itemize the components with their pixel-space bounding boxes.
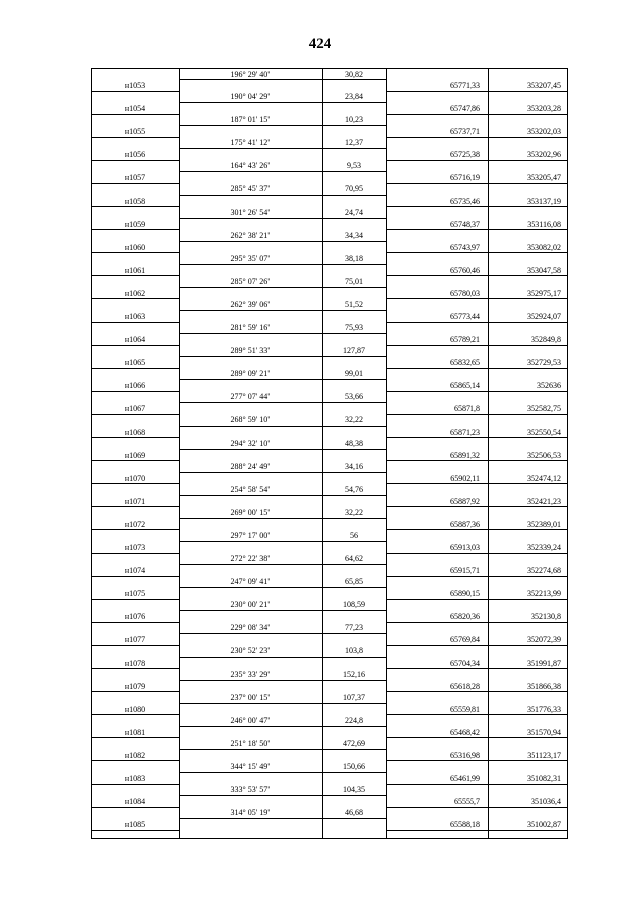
- table-horizontal-line: [179, 402, 387, 403]
- point-y-coordinate: 352274,68: [527, 566, 561, 576]
- segment-distance: 48,38: [345, 438, 363, 448]
- segment-angle: 294° 32' 10": [230, 438, 271, 448]
- table-horizontal-line: [179, 264, 387, 265]
- point-name: н1061: [124, 265, 146, 275]
- point-name: н1072: [124, 519, 146, 529]
- point-name: н1084: [124, 797, 146, 807]
- point-y-coordinate: 352975,17: [527, 288, 561, 298]
- segment-angle: 262° 39' 06": [230, 299, 271, 309]
- point-x-coordinate: 65820,36: [450, 612, 480, 622]
- segment-distance: 9,53: [347, 161, 361, 171]
- segment-angle: 187° 01' 15": [230, 115, 271, 125]
- point-y-coordinate: 353207,45: [527, 81, 561, 90]
- table-horizontal-line: [179, 495, 387, 496]
- segment-distance: 77,23: [345, 623, 363, 633]
- point-x-coordinate: 65769,84: [450, 635, 480, 645]
- point-x-coordinate: 65704,34: [450, 658, 480, 668]
- point-x-coordinate: 65316,98: [450, 750, 480, 760]
- table-horizontal-line: [179, 541, 387, 542]
- segment-angle: 289° 51' 33": [230, 346, 271, 356]
- point-name: н1066: [124, 381, 146, 391]
- point-x-coordinate: 65871,23: [450, 427, 480, 437]
- segment-distance: 38,18: [345, 253, 363, 263]
- segment-angle: 285° 07' 26": [230, 276, 271, 286]
- point-y-coordinate: 351002,87: [527, 820, 561, 830]
- segment-distance: 64,62: [345, 554, 363, 564]
- segment-distance: 103,8: [345, 646, 363, 656]
- point-name: н1063: [124, 312, 146, 321]
- point-name: н1081: [124, 727, 146, 737]
- segment-angle: 301° 26' 54": [230, 207, 271, 217]
- point-x-coordinate: 65789,21: [450, 335, 480, 345]
- segment-distance: 53,66: [345, 392, 363, 402]
- table-horizontal-line: [179, 195, 387, 196]
- segment-distance: 32,22: [345, 507, 363, 517]
- segment-angle: 230° 52' 23": [230, 646, 271, 656]
- point-x-coordinate: 65588,18: [450, 820, 480, 830]
- point-y-coordinate: 353082,02: [527, 242, 561, 252]
- table-horizontal-line: [179, 426, 387, 427]
- point-y-coordinate: 352506,53: [527, 450, 561, 460]
- point-name: н1073: [124, 543, 146, 552]
- table-horizontal-line: [179, 287, 387, 288]
- segment-distance: 99,01: [345, 369, 363, 379]
- segment-distance: 108,59: [343, 600, 365, 610]
- segment-distance: 46,68: [345, 808, 363, 818]
- point-y-coordinate: 353047,58: [527, 265, 561, 275]
- table-horizontal-line: [179, 241, 387, 242]
- segment-angle: 164° 43' 26": [230, 161, 271, 171]
- segment-distance: 472,69: [343, 738, 365, 748]
- point-y-coordinate: 351866,38: [527, 681, 561, 691]
- table-horizontal-line: [179, 518, 387, 519]
- segment-distance: 32,22: [345, 415, 363, 425]
- segment-distance: 127,87: [343, 346, 365, 356]
- segment-distance: 51,52: [345, 299, 363, 309]
- point-name: н1057: [124, 173, 146, 183]
- segment-angle: 344° 15' 49": [230, 761, 271, 771]
- point-y-coordinate: 353116,08: [527, 219, 561, 229]
- table-horizontal-line: [179, 472, 387, 473]
- segment-angle: 229° 08' 34": [230, 623, 271, 633]
- point-name: н1079: [124, 681, 146, 691]
- point-x-coordinate: 65773,44: [450, 312, 480, 321]
- segment-angle: 235° 33' 29": [230, 669, 271, 679]
- point-x-coordinate: 65747,86: [450, 104, 480, 114]
- segment-angle: 247° 09' 41": [230, 577, 271, 587]
- point-y-coordinate: 352729,53: [527, 358, 561, 368]
- segment-distance: 224,8: [345, 715, 363, 725]
- table-horizontal-line: [179, 680, 387, 681]
- point-y-coordinate: 352924,07: [527, 312, 561, 321]
- segment-angle: 289° 09' 21": [230, 369, 271, 379]
- segment-angle: 295° 35' 07": [230, 253, 271, 263]
- table-horizontal-line: [179, 333, 387, 334]
- table-horizontal-line: [179, 795, 387, 796]
- segment-angle: 175° 41' 12": [230, 138, 271, 148]
- point-x-coordinate: 65780,03: [450, 288, 480, 298]
- segment-angle: 281° 59' 16": [230, 323, 271, 333]
- point-y-coordinate: 352582,75: [527, 404, 561, 414]
- table-horizontal-line: [179, 564, 387, 565]
- point-x-coordinate: 65902,11: [450, 473, 480, 483]
- point-name: н1085: [124, 820, 146, 830]
- point-name: н1077: [124, 635, 146, 645]
- segment-distance: 10,23: [345, 115, 363, 125]
- point-y-coordinate: 351036,4: [531, 797, 561, 807]
- point-y-coordinate: 352339,24: [527, 543, 561, 552]
- segment-angle: 196° 29' 40": [230, 70, 271, 79]
- point-y-coordinate: 352421,23: [527, 496, 561, 506]
- segment-angle: 262° 38' 21": [230, 230, 271, 240]
- segment-distance: 75,93: [345, 323, 363, 333]
- point-x-coordinate: 65735,46: [450, 196, 480, 206]
- table-horizontal-line: [179, 102, 387, 103]
- point-y-coordinate: 352550,54: [527, 427, 561, 437]
- segment-distance: 30,82: [345, 70, 363, 79]
- point-x-coordinate: 65891,32: [450, 450, 480, 460]
- segment-distance: 56: [350, 530, 358, 540]
- point-y-coordinate: 351570,94: [527, 727, 561, 737]
- segment-angle: 237° 00' 15": [230, 692, 271, 702]
- point-name: н1058: [124, 196, 146, 206]
- point-x-coordinate: 65890,15: [450, 589, 480, 599]
- segment-distance: 70,95: [345, 184, 363, 194]
- point-x-coordinate: 65461,99: [450, 774, 480, 783]
- point-name: н1075: [124, 589, 146, 599]
- point-y-coordinate: 353205,47: [527, 173, 561, 183]
- segment-angle: 269° 00' 15": [230, 507, 271, 517]
- segment-distance: 24,74: [345, 207, 363, 217]
- point-x-coordinate: 65887,36: [450, 519, 480, 529]
- point-x-coordinate: 65618,28: [450, 681, 480, 691]
- table-horizontal-line: [179, 171, 387, 172]
- point-name: н1060: [124, 242, 146, 252]
- point-name: н1074: [124, 566, 146, 576]
- page-number: 424: [308, 36, 332, 52]
- point-x-coordinate: 65832,65: [450, 358, 480, 368]
- table-horizontal-line: [179, 148, 387, 149]
- point-x-coordinate: 65468,42: [450, 727, 480, 737]
- point-y-coordinate: 352474,12: [527, 473, 561, 483]
- table-horizontal-line: [179, 356, 387, 357]
- point-y-coordinate: 353202,96: [527, 150, 561, 160]
- table-horizontal-line: [179, 449, 387, 450]
- point-name: н1055: [124, 127, 146, 137]
- point-x-coordinate: 65716,19: [450, 173, 480, 183]
- point-x-coordinate: 65871,8: [454, 404, 480, 414]
- point-x-coordinate: 65915,71: [450, 566, 480, 576]
- segment-distance: 107,37: [343, 692, 365, 702]
- point-name: н1059: [124, 219, 146, 229]
- point-y-coordinate: 353137,19: [527, 196, 561, 206]
- segment-distance: 12,37: [345, 138, 363, 148]
- point-name: н1064: [124, 335, 146, 345]
- segment-distance: 34,34: [345, 230, 363, 240]
- point-x-coordinate: 65771,33: [450, 81, 480, 90]
- point-x-coordinate: 65725,38: [450, 150, 480, 160]
- point-name: н1078: [124, 658, 146, 668]
- point-y-coordinate: 352130,8: [531, 612, 561, 622]
- segment-angle: 288° 24' 49": [230, 461, 271, 471]
- table-horizontal-line: [179, 703, 387, 704]
- segment-distance: 104,35: [343, 785, 365, 795]
- point-name: н1080: [124, 704, 146, 714]
- point-y-coordinate: 353203,28: [527, 104, 561, 114]
- segment-angle: 230° 00' 21": [230, 600, 271, 610]
- point-name: н1067: [124, 404, 146, 414]
- point-name: н1054: [124, 104, 146, 114]
- segment-angle: 246° 00' 47": [230, 715, 271, 725]
- segment-distance: 34,16: [345, 461, 363, 471]
- table-horizontal-line: [179, 726, 387, 727]
- segment-angle: 251° 18' 50": [230, 738, 271, 748]
- table-horizontal-line: [179, 657, 387, 658]
- segment-distance: 23,84: [345, 92, 363, 102]
- point-x-coordinate: 65760,46: [450, 265, 480, 275]
- segment-distance: 65,85: [345, 577, 363, 587]
- segment-distance: 152,16: [343, 669, 365, 679]
- table-horizontal-line: [179, 818, 387, 819]
- point-x-coordinate: 65913,03: [450, 543, 480, 552]
- point-y-coordinate: 352636: [537, 381, 561, 391]
- point-name: н1056: [124, 150, 146, 160]
- segment-angle: 268° 59' 10": [230, 415, 271, 425]
- point-y-coordinate: 351991,87: [527, 658, 561, 668]
- point-x-coordinate: 65887,92: [450, 496, 480, 506]
- table-horizontal-line: [179, 310, 387, 311]
- point-name: н1065: [124, 358, 146, 368]
- point-y-coordinate: 352849,8: [531, 335, 561, 345]
- point-y-coordinate: 351082,31: [527, 774, 561, 783]
- point-name: н1082: [124, 750, 146, 760]
- segment-angle: 285° 45' 37": [230, 184, 271, 194]
- point-y-coordinate: 352213,99: [527, 589, 561, 599]
- point-y-coordinate: 351123,17: [527, 750, 561, 760]
- segment-angle: 333° 53' 57": [230, 785, 271, 795]
- table-horizontal-line: [179, 379, 387, 380]
- segment-angle: 297° 17' 00": [230, 530, 271, 540]
- point-name: н1053: [124, 81, 146, 90]
- point-name: н1076: [124, 612, 146, 622]
- segment-distance: 75,01: [345, 276, 363, 286]
- point-x-coordinate: 65865,14: [450, 381, 480, 391]
- table-horizontal-line: [179, 772, 387, 773]
- point-name: н1069: [124, 450, 146, 460]
- segment-angle: 314° 05' 19": [230, 808, 271, 818]
- point-x-coordinate: 65743,97: [450, 242, 480, 252]
- table-horizontal-line: [179, 218, 387, 219]
- segment-angle: 190° 04' 29": [230, 92, 271, 102]
- point-name: н1071: [124, 496, 146, 506]
- point-y-coordinate: 351776,33: [527, 704, 561, 714]
- point-name: н1062: [124, 288, 146, 298]
- point-x-coordinate: 65748,37: [450, 219, 480, 229]
- segment-distance: 54,76: [345, 484, 363, 494]
- segment-angle: 277° 07' 44": [230, 392, 271, 402]
- table-horizontal-line: [179, 633, 387, 634]
- point-name: н1068: [124, 427, 146, 437]
- point-x-coordinate: 65559,81: [450, 704, 480, 714]
- segment-distance: 150,66: [343, 761, 365, 771]
- segment-angle: 254° 58' 54": [230, 484, 271, 494]
- point-y-coordinate: 353202,03: [527, 127, 561, 137]
- table-horizontal-line: [179, 587, 387, 588]
- table-horizontal-line: [91, 838, 568, 839]
- point-x-coordinate: 65555,7: [454, 797, 480, 807]
- segment-angle: 272° 22' 38": [230, 554, 271, 564]
- point-name: н1070: [124, 473, 146, 483]
- point-name: н1083: [124, 774, 146, 783]
- point-y-coordinate: 352389,01: [527, 519, 561, 529]
- table-horizontal-line: [179, 610, 387, 611]
- table-horizontal-line: [179, 125, 387, 126]
- point-x-coordinate: 65737,71: [450, 127, 480, 137]
- point-y-coordinate: 352072,39: [527, 635, 561, 645]
- survey-table: [91, 68, 567, 838]
- table-horizontal-line: [179, 749, 387, 750]
